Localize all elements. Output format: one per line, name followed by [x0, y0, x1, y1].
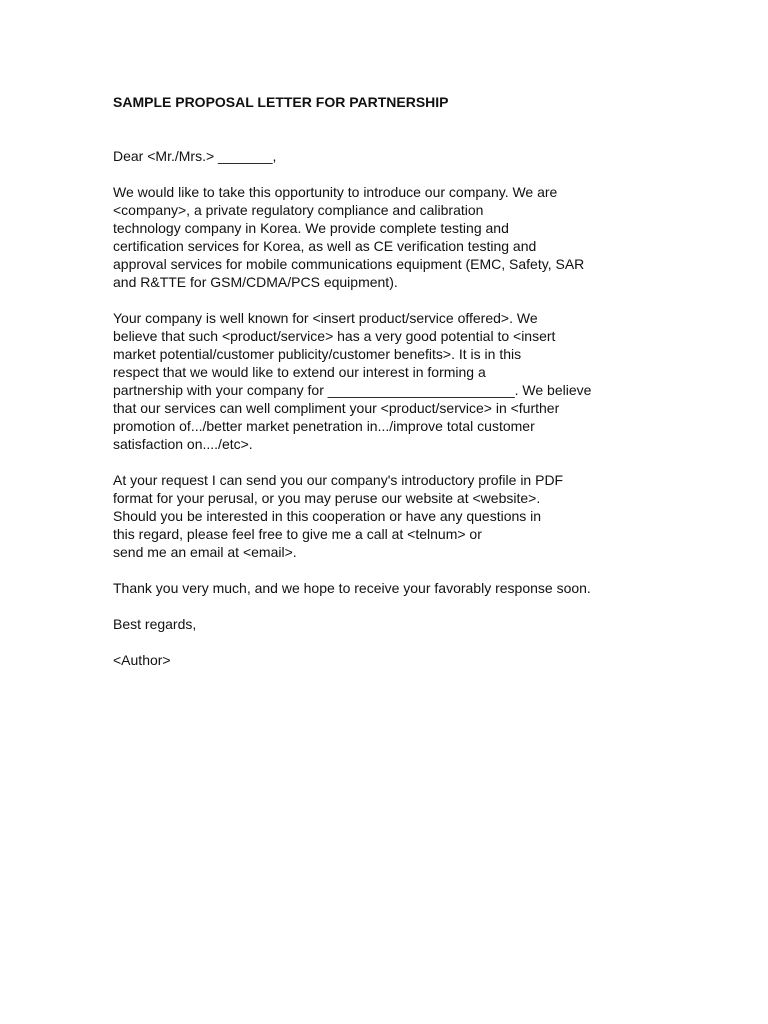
sign-off: Best regards,	[113, 616, 197, 632]
paragraph-line: and R&TTE for GSM/CDMA/PCS equipment).	[113, 274, 398, 290]
salutation: Dear <Mr./Mrs.> _______,	[113, 148, 277, 164]
paragraph-line: promotion of.../better market penetration in.../improve total customer	[113, 418, 535, 434]
paragraph-line: We would like to take this opportunity to introduce our company. We are	[113, 184, 558, 200]
paragraph-line: satisfaction on..../etc>.	[113, 436, 253, 452]
paragraph-line: partnership with your company for ________________________. We believe	[113, 382, 592, 398]
paragraph-line: At your request I can send you our company's introductory profile in PDF	[113, 472, 564, 488]
paragraph-introduction	[113, 183, 673, 291]
paragraph-line: Your company is well known for <insert product/service offered>. We	[113, 310, 538, 326]
paragraph-line: approval services for mobile communications equipment (EMC, Safety, SAR	[113, 256, 585, 272]
paragraph-line: send me an email at <email>.	[113, 544, 297, 560]
paragraph-line: believe that such <product/service> has a very good potential to <insert	[113, 328, 556, 344]
letter-title: SAMPLE PROPOSAL LETTER FOR PARTNERSHIP	[113, 94, 449, 110]
paragraph-line: that our services can well compliment your <product/service> in <further	[113, 400, 560, 416]
paragraph-line: Should you be interested in this cooperation or have any questions in	[113, 508, 542, 524]
paragraph-line: certification services for Korea, as well as CE verification testing and	[113, 238, 537, 254]
author-name: <Author>	[113, 652, 171, 668]
paragraph-line: this regard, please feel free to give me a call at <telnum> or	[113, 526, 482, 542]
paragraph-line: market potential/customer publicity/customer benefits>. It is in this	[113, 346, 522, 362]
closing-thanks: Thank you very much, and we hope to receive your favorably response soon.	[113, 580, 591, 596]
paragraph-partnership	[113, 309, 673, 453]
paragraph-line: format for your perusal, or you may peruse our website at <website>.	[113, 490, 541, 506]
letter-body	[113, 93, 673, 669]
paragraph-line: respect that we would like to extend our interest in forming a	[113, 364, 486, 380]
paragraph-line: <company>, a private regulatory compliance and calibration	[113, 202, 484, 218]
paragraph-line: technology company in Korea. We provide complete testing and	[113, 220, 509, 236]
paragraph-contact	[113, 471, 673, 561]
